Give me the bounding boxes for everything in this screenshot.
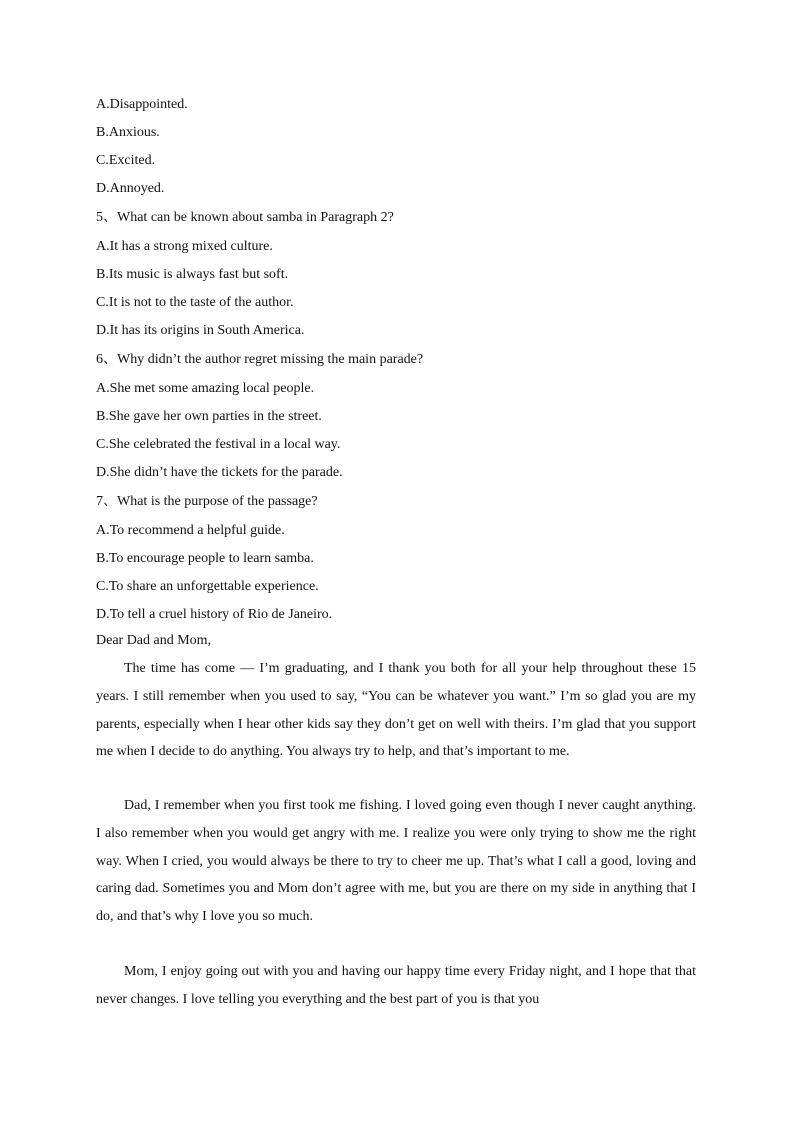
q7-option-d: D.To tell a cruel history of Rio de Janeiro. xyxy=(96,607,333,622)
q7-question: 7、What is the purpose of the passage? xyxy=(96,494,318,509)
q6-option-a: A.She met some amazing local people. xyxy=(96,381,315,396)
q6-option-d: D.She didn’t have the tickets for the parade. xyxy=(96,465,343,480)
q4-option-c: C.Excited. xyxy=(96,153,156,168)
letter-paragraph-3: Mom, I enjoy going out with you and having our happy time every Friday night, and I hope that that never changes. I love telling you everything and the best part of you is that you xyxy=(96,964,696,1007)
q7-option-b: B.To encourage people to learn samba. xyxy=(96,551,314,566)
q5-option-d: D.It has its origins in South America. xyxy=(96,323,305,338)
q5-question: 5、What can be known about samba in Paragraph 2? xyxy=(96,210,394,225)
q7-option-a: A.To recommend a helpful guide. xyxy=(96,523,285,538)
q5-option-a: A.It has a strong mixed culture. xyxy=(96,239,273,254)
q5-option-c: C.It is not to the taste of the author. xyxy=(96,295,294,310)
letter-paragraph-2: Dad, I remember when you first took me fishing. I loved going even though I never caught anything. I also remember when you would get angry with me. I realize you were only trying to show me the right way. When I cried, you would always be there to try to cheer me up. That’s what I call a good, loving and caring dad. Sometimes you and Mom don’t agree with me, but you are there on my side in anything that I do, and that’s why I love you so much. xyxy=(96,798,696,925)
q4-option-d: D.Annoyed. xyxy=(96,181,165,196)
q6-option-b: B.She gave her own parties in the street. xyxy=(96,409,322,424)
letter-paragraph-1: The time has come — I’m graduating, and I thank you both for all your help throughout these 15 years. I still remember when you used to say, “You can be whatever you want.” I’m so glad you are my parents, especially when I hear other kids say they don’t get on well with theirs. I’m glad that you support me when I decide to do anything. You always try to help, and that’s important to me. xyxy=(96,661,696,760)
q6-option-c: C.She celebrated the festival in a local way. xyxy=(96,437,341,452)
q4-option-b: B.Anxious. xyxy=(96,125,160,140)
q4-option-a: A.Disappointed. xyxy=(96,97,188,112)
letter-salutation: Dear Dad and Mom, xyxy=(96,633,212,648)
q5-option-b: B.Its music is always fast but soft. xyxy=(96,267,289,282)
q6-question: 6、Why didn’t the author regret missing the main parade? xyxy=(96,352,424,367)
q7-option-c: C.To share an unforgettable experience. xyxy=(96,579,319,594)
